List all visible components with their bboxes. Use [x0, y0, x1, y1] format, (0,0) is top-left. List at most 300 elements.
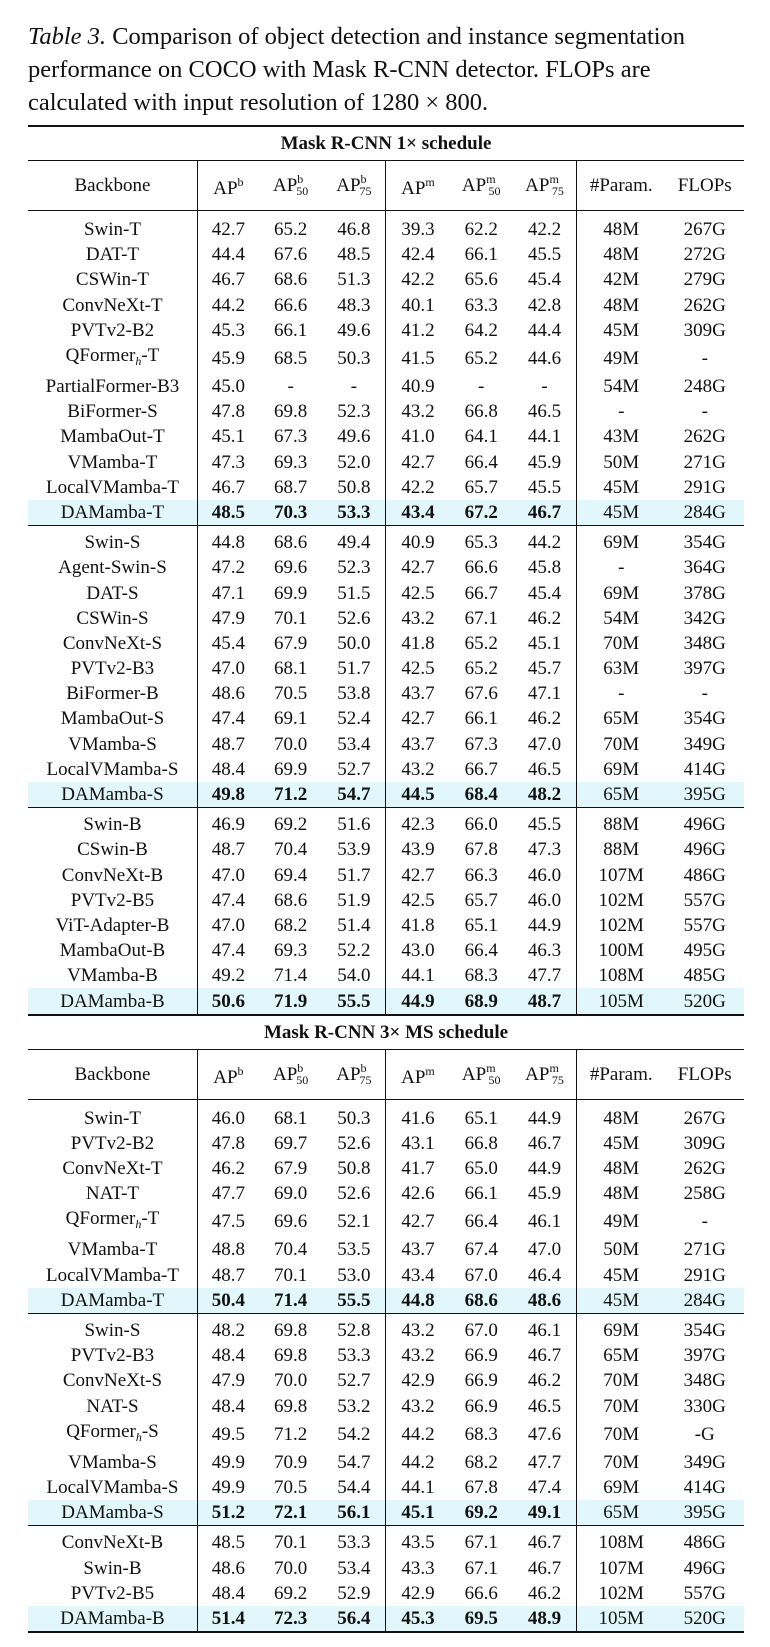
table-cell: 42.8 [527, 294, 562, 316]
table-cell: 54.7 [337, 1451, 371, 1473]
table-cell: 47.4 [197, 706, 258, 731]
table-row [28, 374, 744, 399]
table-cell: 69.8 [274, 1345, 308, 1367]
table-cell: 56.4 [322, 1606, 386, 1632]
table-cell: 46.2 [527, 1582, 562, 1604]
table-cell: 67.4 [464, 1239, 498, 1261]
table-row [28, 681, 744, 706]
table-cell: 46.9 [197, 808, 258, 838]
backbone-name: PVTv2-B3 [70, 658, 155, 680]
table-cell: 49.2 [197, 963, 258, 988]
table-cell: 44.9 [386, 988, 450, 1014]
table-row [28, 267, 744, 292]
backbone-name: DAMamba-B [28, 1606, 197, 1632]
header-cell: $AP^b_{75}$ [322, 1049, 386, 1099]
header-params: #Param. [577, 161, 666, 211]
table-cell: 55.5 [322, 1288, 386, 1314]
table-cell: 272G [683, 244, 726, 266]
table-cell: 47.8 [197, 1131, 258, 1156]
table-cell: 52.6 [337, 1183, 371, 1205]
table-cell: 44.1 [386, 1475, 450, 1500]
table-cell: 48.3 [337, 294, 371, 316]
table-cell: 67.9 [274, 1158, 308, 1180]
table-cell: 69.2 [274, 1582, 308, 1604]
table-cell: 66.3 [464, 864, 498, 886]
table-cell: 49.1 [513, 1500, 577, 1526]
table-cell: 45.4 [527, 582, 562, 604]
table-cell: 70M [577, 1368, 666, 1393]
table-cell: 45M [577, 500, 666, 526]
table-cell: 46.2 [197, 1156, 258, 1181]
table-cell: 53.0 [337, 1264, 371, 1286]
table-cell: 52.6 [337, 607, 371, 629]
table-cell: 70M [577, 631, 666, 656]
table-cell: 67.3 [464, 733, 498, 755]
backbone-name: PVTv2-B3 [70, 1345, 155, 1367]
table-cell: 43.2 [386, 399, 450, 424]
table-cell: 68.4 [449, 782, 513, 808]
table-cell: 66.8 [464, 1132, 498, 1154]
table-cell: 66.1 [464, 1183, 498, 1205]
table-row [28, 888, 744, 913]
table-row [28, 782, 744, 808]
backbone-name: LocalVMamba-S [46, 758, 179, 780]
table-cell: 49.8 [197, 782, 258, 808]
table-cell: 63.3 [464, 294, 498, 316]
table-cell: 53.4 [337, 1557, 371, 1579]
table-cell: 66.9 [464, 1345, 498, 1367]
table-cell: 67.2 [449, 500, 513, 526]
table-cell: 45.5 [527, 476, 562, 498]
backbone-name: LocalVMamba-S [46, 1476, 179, 1498]
backbone-name: LocalVMamba-T [45, 1264, 179, 1286]
table-cell: 41.6 [386, 1099, 450, 1131]
table-cell: 48.2 [197, 1313, 258, 1343]
table-cell: 49M [577, 1206, 666, 1237]
table-cell: 47.2 [197, 555, 258, 580]
table-cell: 63M [577, 656, 666, 681]
table-cell: 47.7 [527, 1451, 562, 1473]
table-cell: 40.9 [386, 526, 450, 556]
table-cell: 70.1 [259, 1526, 323, 1556]
table-row [28, 580, 744, 605]
table-cell: 68.6 [449, 1288, 513, 1314]
table-cell: 354G [665, 1313, 744, 1343]
table-cell: 46.7 [527, 1132, 562, 1154]
backbone-name: ConvNeXt-T [62, 294, 163, 316]
table-cell: 48.6 [513, 1288, 577, 1314]
table-cell: 267G [683, 1107, 726, 1129]
header-superscript: b [360, 172, 367, 186]
table-cell: 48.6 [197, 1555, 258, 1580]
table-cell: 66.9 [464, 1395, 498, 1417]
header-subscript: 75 [359, 184, 372, 198]
table-cell: 397G [683, 1345, 726, 1367]
backbone-name: Agent-Swin-S [58, 557, 167, 579]
header-subscript: 50 [296, 1072, 309, 1087]
table-cell: 47.7 [527, 965, 562, 987]
table-cell: 45.3 [197, 318, 258, 343]
table-cell: 68.3 [464, 1423, 498, 1445]
header-subscript: 75 [359, 1072, 372, 1087]
backbone-name: MambaOut-S [60, 708, 165, 730]
table-cell: 48.6 [197, 681, 258, 706]
table-cell: 46.3 [527, 940, 562, 962]
table-cell: 69M [577, 757, 666, 782]
table-cell: 47.9 [197, 606, 258, 631]
table-cell: 70M [577, 1394, 666, 1419]
table-cell: 48.5 [337, 244, 371, 266]
table-cell: 557G [683, 889, 726, 911]
table-cell: - [577, 399, 666, 424]
table-cell: 69.5 [449, 1606, 513, 1632]
table-row [28, 500, 744, 526]
table-row [28, 1099, 744, 1131]
header-superscript: b [297, 1060, 304, 1075]
table-cell: 349G [683, 1451, 726, 1473]
table-cell: 105M [577, 1606, 666, 1632]
table-cell: 43.2 [386, 1394, 450, 1419]
table-cell: 262G [683, 294, 726, 316]
table-cell: 348G [683, 1370, 726, 1392]
table-cell: - [541, 376, 548, 398]
table-cell: 47.0 [197, 913, 258, 938]
table-cell: 45.4 [197, 631, 258, 656]
table-cell: 66.7 [464, 582, 498, 604]
table-cell: 67.0 [464, 1264, 498, 1286]
table-cell: 70M [577, 1419, 666, 1450]
table-cell: 70.1 [274, 1264, 308, 1286]
backbone-name: ConvNeXt-B [28, 1526, 197, 1556]
table-cell: 69.8 [259, 1313, 323, 1343]
table-row [28, 732, 744, 757]
table-cell: 108M [577, 963, 666, 988]
table-cell: 69.3 [274, 940, 308, 962]
table-cell: 65.2 [464, 347, 498, 369]
table-row [28, 1394, 744, 1419]
table-cell: 107M [577, 863, 666, 888]
table-cell: 68.6 [274, 269, 308, 291]
table-cell: 45.5 [527, 244, 562, 266]
header-subscript: 50 [488, 1072, 501, 1087]
table-row [28, 606, 744, 631]
header-backbone: Backbone [28, 1049, 197, 1099]
table-cell: 45.5 [513, 808, 577, 838]
table-row [28, 757, 744, 782]
table-cell: 70.3 [259, 500, 323, 526]
header-row [28, 161, 744, 211]
backbone-name: PVTv2-B5 [70, 1582, 155, 1604]
table-cell: 48.4 [197, 1581, 258, 1606]
table-cell: 71.4 [259, 1288, 323, 1314]
table-cell: 49.9 [197, 1450, 258, 1475]
table-cell: 66.7 [464, 758, 498, 780]
table-cell: 51.2 [197, 1500, 258, 1526]
table-cell: 54M [577, 606, 666, 631]
table-cell: 43.9 [386, 837, 450, 862]
table-cell: 42.9 [386, 1368, 450, 1393]
backbone-name: PVTv2-B5 [70, 889, 155, 911]
header-subscript: 75 [551, 184, 564, 198]
table-cell: 45M [577, 1263, 666, 1288]
table-cell: 102M [577, 888, 666, 913]
table-cell: 66.1 [274, 319, 308, 341]
table-cell: 68.1 [274, 1107, 308, 1129]
backbone-name: VMamba-T [67, 1239, 158, 1261]
table-cell: 52.9 [337, 1582, 371, 1604]
table-cell: 69M [577, 1313, 666, 1343]
header-row [28, 1049, 744, 1099]
table-cell: 47.4 [197, 888, 258, 913]
table-cell: 46.7 [527, 1557, 562, 1579]
table-cell: 262G [683, 426, 726, 448]
table-cell: 364G [683, 557, 726, 579]
table-row [28, 1555, 744, 1580]
table-cell: 49.6 [337, 426, 371, 448]
table-cell: 48.7 [197, 837, 258, 862]
table-cell: 51.4 [337, 914, 371, 936]
table-cell: 43.4 [386, 1263, 450, 1288]
table-cell: -G [694, 1423, 715, 1445]
table-row [28, 631, 744, 656]
table-cell: 43.7 [386, 732, 450, 757]
table-cell: 50.8 [337, 1158, 371, 1180]
table-cell: 557G [683, 1582, 726, 1604]
subscript-h: h [135, 1217, 142, 1232]
table-row [28, 343, 744, 374]
backbone-name: ConvNeXt-B [61, 864, 164, 886]
table-cell: 65M [577, 706, 666, 731]
backbone-name: QFormer$_h$-S [66, 1420, 159, 1444]
table-cell: 49.5 [197, 1419, 258, 1450]
table-cell: 42M [577, 267, 666, 292]
table-cell: 48.7 [197, 1263, 258, 1288]
table-cell: 65.7 [464, 476, 498, 498]
table-cell: 66.4 [464, 940, 498, 962]
table-cell: 49.6 [337, 319, 371, 341]
table-cell: 65.2 [464, 632, 498, 654]
table-cell: - [701, 401, 708, 423]
table-cell: 44.8 [386, 1288, 450, 1314]
header-cell: $AP^m_{50}$ [449, 161, 513, 211]
table-cell: 48.5 [197, 500, 258, 526]
table-cell: 44.2 [386, 1450, 450, 1475]
table-row [28, 450, 744, 475]
table-cell: 66.6 [464, 1582, 498, 1604]
table-row [28, 938, 744, 963]
table-cell: 48M [577, 1156, 666, 1181]
table-row [28, 1156, 744, 1181]
table-cell: 46.0 [527, 864, 562, 886]
table-cell: 47.5 [197, 1206, 258, 1237]
table-cell: 51.3 [337, 269, 371, 291]
table-cell: 44.2 [386, 1419, 450, 1450]
table-cell: 44.5 [386, 782, 450, 808]
header-superscript: b [360, 1060, 367, 1075]
table-cell: 69.8 [274, 1395, 308, 1417]
table-cell: 45M [577, 1288, 666, 1314]
table-cell: 69.1 [274, 708, 308, 730]
table-cell: 41.0 [386, 424, 450, 449]
table-cell: 56.1 [322, 1500, 386, 1526]
table-row [28, 706, 744, 731]
table-cell: 65.2 [464, 658, 498, 680]
table-cell: 47.0 [197, 656, 258, 681]
table-cell: 52.7 [337, 758, 371, 780]
table-cell: 52.3 [337, 557, 371, 579]
table-cell: 51.7 [337, 864, 371, 886]
backbone-name: PVTv2-B2 [70, 319, 155, 341]
table-cell: 108M [577, 1526, 666, 1556]
table-cell: 69M [577, 526, 666, 556]
table-cell: 291G [683, 1264, 726, 1286]
table-cell: 45.9 [527, 1183, 562, 1205]
table-cell: 69.9 [274, 582, 308, 604]
table-row [28, 318, 744, 343]
table-cell: 496G [665, 808, 744, 838]
table-cell: 267G [683, 219, 726, 241]
backbone-name: DAMamba-B [28, 988, 197, 1014]
table-row [28, 656, 744, 681]
header-superscript: b [237, 1063, 244, 1078]
table-cell: 53.3 [322, 1526, 386, 1556]
table-row [28, 1343, 744, 1368]
table-cell: 67.9 [274, 632, 308, 654]
table-cell: 69.6 [274, 1211, 308, 1233]
table-cell: 65.3 [449, 526, 513, 556]
table-cell: 67.8 [464, 839, 498, 861]
header-cell: $AP^b_{50}$ [259, 161, 323, 211]
header-superscript: m [486, 172, 496, 186]
table-cell: 271G [683, 451, 726, 473]
table-cell: 66.1 [464, 244, 498, 266]
table-cell: - [350, 376, 358, 398]
table-row [28, 555, 744, 580]
table-cell: 53.3 [337, 1345, 371, 1367]
backbone-name: VMamba-S [68, 1451, 157, 1473]
backbone-name: DAMamba-S [28, 782, 197, 808]
table-row [28, 1606, 744, 1632]
table-cell: 71.2 [259, 782, 323, 808]
table-cell: 51.9 [337, 889, 371, 911]
table-cell: 43.7 [386, 1237, 450, 1262]
table-cell: 46.5 [527, 1395, 562, 1417]
table-cell: 46.2 [527, 708, 562, 730]
table-cell: 65.1 [464, 1107, 498, 1129]
subscript-h: h [135, 1429, 142, 1444]
table-row [28, 293, 744, 318]
table-row [28, 475, 744, 500]
table-cell: 51.5 [337, 582, 371, 604]
table-cell: 50M [577, 450, 666, 475]
table-cell: 395G [665, 782, 744, 808]
table-cell: 88M [577, 837, 666, 862]
table-cell: 47.9 [197, 1368, 258, 1393]
table-cell: 44.4 [527, 319, 562, 341]
table-row [28, 1475, 744, 1500]
header-backbone: Backbone [28, 161, 197, 211]
table-cell: 70.1 [274, 607, 308, 629]
table-cell: 67.3 [274, 426, 308, 448]
table-cell: 44.9 [527, 1107, 562, 1129]
table-cell: 46.7 [197, 475, 258, 500]
table-cell: 65M [577, 1343, 666, 1368]
table-cell: 45.9 [527, 451, 562, 473]
backbone-name: Swin-S [28, 526, 197, 556]
table-cell: 45.7 [527, 658, 562, 680]
table-cell: - [577, 681, 666, 706]
table-cell: 45.8 [527, 557, 562, 579]
table-cell: 262G [683, 1158, 726, 1180]
caption-text: Comparison of object detection and instance segmentation performance on COCO with Mask R-CNN detector. FLOPs are calculated with input resolution of 1280 × 800. [28, 23, 686, 116]
table-cell: 43.4 [386, 500, 450, 526]
header-cell: $AP^b$ [197, 161, 258, 211]
table-cell: 50M [577, 1237, 666, 1262]
table-cell: 52.0 [337, 451, 371, 473]
table-cell: 67.6 [464, 683, 498, 705]
table-cell: 44.9 [527, 1158, 562, 1180]
table-cell: 44.4 [197, 242, 258, 267]
table-cell: 309G [683, 1132, 726, 1154]
backbone-name: PVTv2-B2 [70, 1132, 155, 1154]
table-cell: 67.1 [464, 607, 498, 629]
table-cell: 55.5 [322, 988, 386, 1014]
table-row [28, 1368, 744, 1393]
backbone-name: DAT-S [86, 582, 139, 604]
header-subscript: 50 [296, 184, 309, 198]
table-cell: 51.4 [197, 1606, 258, 1632]
table-cell: 70.5 [274, 1476, 308, 1498]
table-cell: 41.2 [386, 318, 450, 343]
table-cell: 47.3 [527, 839, 562, 861]
table-cell: 485G [683, 965, 726, 987]
table-row [28, 1526, 744, 1556]
table-row [28, 1131, 744, 1156]
header-superscript: b [297, 172, 304, 186]
table-cell: 54.2 [337, 1423, 371, 1445]
backbone-name: NAT-T [85, 1183, 140, 1205]
table-cell: 342G [683, 607, 726, 629]
table-cell: 42.4 [386, 242, 450, 267]
table-cell: 70M [577, 732, 666, 757]
table-cell: 46.7 [527, 1345, 562, 1367]
section-title-row [28, 1015, 744, 1050]
backbone-name: QFormer$_h$-T [65, 1208, 160, 1232]
table-cell: 48M [577, 211, 666, 243]
backbone-name: CSwin-B [77, 839, 148, 861]
table-cell: 48.5 [197, 1526, 258, 1556]
table-cell: 354G [665, 526, 744, 556]
table-cell: 42.3 [386, 808, 450, 838]
table-cell: 44.8 [197, 526, 258, 556]
table-cell: 66.4 [464, 1211, 498, 1233]
table-cell: 72.1 [259, 1500, 323, 1526]
table-cell: 43.1 [386, 1131, 450, 1156]
table-cell: 330G [683, 1395, 726, 1417]
table-cell: 291G [683, 476, 726, 498]
table-cell: 43.2 [386, 757, 450, 782]
table-row [28, 526, 744, 556]
table-cell: 50.8 [337, 476, 371, 498]
table-cell: 70.9 [274, 1451, 308, 1473]
section-title-row [28, 126, 744, 161]
table-row [28, 988, 744, 1014]
table-cell: 71.9 [259, 988, 323, 1014]
backbone-name: BiFormer-B [66, 683, 159, 705]
table-cell: 46.7 [197, 267, 258, 292]
backbone-name: VMamba-T [67, 451, 158, 473]
table-cell: 50.4 [197, 1288, 258, 1314]
